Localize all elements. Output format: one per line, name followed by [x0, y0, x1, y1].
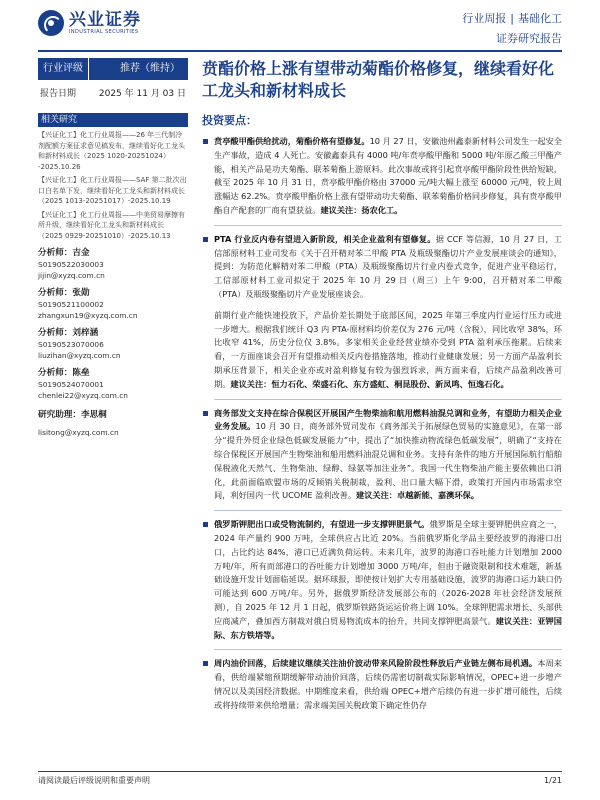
company-logo [38, 10, 141, 36]
divider [214, 399, 562, 400]
sidebar [38, 58, 188, 438]
key-point-lead: 俄罗斯钾肥出口或受物流制约，有望进一步支撑钾肥景气。 [214, 519, 430, 530]
header-right: 行业周报 | 基础化工 证券研究报告 [462, 12, 562, 45]
page-header [0, 0, 600, 52]
related-title: 相关研究 [38, 113, 188, 127]
analyst-name: 分析师： 吉金 [38, 248, 188, 259]
rec-label: 建议关注： [356, 490, 397, 501]
date-value: 2025 年 11 月 03 日 [98, 89, 186, 99]
rec-companies: 卓越新能、嘉澳环保。 [397, 490, 479, 501]
analyst-name: 分析师： 刘梓涵 [38, 328, 188, 339]
related-list [38, 130, 188, 241]
key-point-lead: PTA 行业反内卷有望进入新阶段，相关企业盈利有望修复。 [214, 233, 436, 244]
analyst-email[interactable]: zhangxun19@xyzq.com.cn [38, 311, 138, 320]
key-point-lead: 商务部发文支持在综合保税区开展国产生物柴油和航用燃料油混兑调和业务，有望助力相关企业业务发展。 [214, 407, 562, 432]
divider [214, 225, 562, 226]
divider [214, 510, 562, 511]
key-point [202, 407, 562, 504]
analyst-email[interactable]: chenlei22@xyzq.com.cn [38, 391, 128, 400]
logo-en: INDUSTRIAL SECURITIES [69, 28, 139, 35]
page-title: 贲酯价格上涨有望带动菊酯价格修复，继续看好化工龙头和新材料成长 [202, 59, 555, 100]
related-item[interactable]: 【兴证化工】化工行业周报——26 年三代制冷剂配额方案征求意见稿发布，继续看好化工龙头和新材料成长（2025 1020-20251024） -2025.10.26 [38, 131, 185, 171]
key-point-text: 据 CCF 等信源，10 月 27 日，工信部原材料工业司发布《关于召开精对苯二甲酸 PTA 及瓶级聚酯切片产业发展座谈会的通知》，提到：为防范化解精对苯二甲酸（PTA）及瓶级聚酯切片行业内卷式竞争，促进产业平稳运行，工信部原材料工业司拟定于 2025 年 10 月 29 日（周三）上午 9:00，召开精对苯二甲酸（PTA）及瓶级聚酯切片产业发展座谈会。 [214, 233, 562, 299]
analyst-card [38, 288, 188, 321]
report-class: 证券研究报告 [496, 32, 562, 45]
report-date [38, 86, 188, 99]
assistant-email [38, 427, 188, 438]
key-point-text: 本周来看，供给端紧缩预期缓解带动油价回落，后续仍需密切制裁实际影响情况，OPEC+进一步增产情况以及美国经济数据。中期维度来看，供给端 OPEC+增产后续仍有进一步扩增可能性，后续或将持续带来供给增量；需求端美国关税政策下确定性仍存 [214, 658, 562, 710]
page-footer [38, 771, 562, 789]
analyst-card [38, 368, 188, 401]
key-point [202, 233, 562, 302]
related-item[interactable]: 【兴证化工】化工行业周报——中美贸易摩擦有所升级，继续看好化工龙头和新材料成长（2025 0929-20251010）-2025.10.13 [38, 210, 185, 240]
analyst-id: S0190524070001 [38, 380, 104, 389]
main-content [202, 58, 562, 712]
key-point-text: 10 月 30 日，商务部外贸司发布《商务部关于拓展绿色贸易的实施意见》，在第一部分“提升外贸企业绿色低碳发展能力”中，提出了“加快推动物流绿色低碳发展”，明确了“支持在综合保税区开展国产生物柴油和船用燃料油混兑调和业务。支持有条件的地方开展国际航行船舶保税液化天然气、生物柴油、绿醇、绿氨等加注业务”。我国一代生物柴油产能主要依赖出口消化，此前面临欧盟市场的反倾销关税制裁，盈利、出口量大幅下滑，政策打开国内市场需求空间，利好国内一代 UCOME 盈利改善。 [214, 421, 562, 501]
rating-label: 行业评级 [38, 58, 88, 80]
rating-value: 推荐（维持） [88, 58, 188, 80]
analyst-email[interactable]: liuzihan@xyzq.com.cn [38, 351, 121, 360]
analyst-card [38, 328, 188, 361]
key-point-lead: 贲亭酸甲酯供给扰动，菊酯价格有望修复。 [214, 136, 370, 146]
rec-label: 建议关注： [495, 615, 538, 626]
key-point [202, 657, 562, 712]
header-rule [38, 50, 562, 52]
related-item[interactable]: 【兴证化工】化工行业周报——SAF 第二批次出口白名单下发，继续看好化工龙头和新材料成长（2025 1013-20251017）-2025.10.19 [38, 176, 187, 205]
sector-name: 基础化工 [518, 12, 562, 25]
rec-label: 建议关注： [230, 378, 272, 389]
page-number: 1/21 [544, 776, 562, 785]
rating-bar [38, 58, 188, 80]
key-point-text: 10 月 27 日，安徽池州鑫泰新材料公司发生一起安全生产事故，造成 4 人死亡。安徽鑫泰具有 4000 吨/年贲亭酸甲酯和 5000 吨/年原乙酸三甲酯产能，相关产品是功夫菊酯、联苯菊酯上游原料。此次事故或将引起贲亭酸甲酯阶段性供给短缺，截至 2025 年 10 月 31 日，贲亭酸甲酯价格由 37000 元/吨大幅上涨至 60000 元/吨，较上周涨幅达 62.2%。贲亭酸甲酯价格上涨有望带动功夫菊酯、联苯菊酯价格同步修复，具有贲亭酸甲酯自产配套的厂商有望获益。 [214, 136, 562, 215]
divider [214, 649, 562, 650]
rec-companies: 扬农化工。 [361, 204, 403, 215]
analyst-id: S0190523070006 [38, 340, 104, 349]
key-point-text: 俄罗斯是全球主要钾肥供应商之一，2024 年产量约 900 万吨，全球供应占比近 20%。当前俄罗斯化学品主要经波罗的海港口出口，占比约达 84%，港口已近满负荷运转。未来几年，波罗的海港口吞吐能力计划增加 2000 万吨/年，所有而部港口的吞吐能力计划增加 3000 万吨/年，但由于融资限制和技术难题，新基础设施开发计划面临延误。据环球报，即使按计划扩大专用基础设施，波罗的海港口运力缺口仍可能达到 600 万吨/年。另外，据俄罗斯经济发展部公布的（2026-2028 年社会经济发展预测），自 2025 年 12 月 1 日起，俄罗斯铁路货运运价将上调 10%。全球钾肥需求增长、头部供应商减产，叠加西方制裁对俄白贸易物流成本的抬升，共同支撑钾肥高景气。 [214, 519, 562, 626]
report-type: 行业周报 [462, 12, 507, 25]
key-point-lead: 周内油价回落，后续建议继续关注油价波动带来风险阶段性释放后产业链左侧布局机遇。 [214, 658, 538, 669]
analyst-id: S0190521100002 [38, 300, 104, 309]
key-points-title: 投资要点： [202, 114, 257, 127]
key-point-paragraph [202, 309, 562, 392]
assistant-name: 研究助理：李思桐 [38, 410, 107, 420]
analyst-card [38, 248, 188, 281]
analyst-email[interactable]: jijin@xyzq.com.cn [38, 271, 105, 280]
analyst-id: S0190522030003 [38, 260, 104, 269]
rec-companies: 亚钾国际、东方铁塔等。 [214, 615, 562, 640]
analyst-name: 分析师： 张勋 [38, 288, 188, 299]
date-label: 报告日期 [40, 89, 77, 99]
rec-label: 建议关注： [320, 204, 362, 215]
paragraph-text: 前期行业产能快速投放下，产品价差长期处于底部区间，2025 年第三季度内行业运行压力或进一步增大。根据我们统计 Q3 内 PTA-原材料均价差仅为 276 元/吨（含税），同比收窄 38%，环比收窄 41%，历史分位仅 3.8%。多家相关企业经营业绩亦受到 PTA 盈利承压拖累。后续来看，一方面座谈会召开有望推动相关反内卷措施落地，推动行业健康发展；另一方面产品盈利长期承压背景下，相关企业亦或对盈利修复有较为强烈诉求，两方面来看，后续产品盈利改善可期。 [214, 309, 562, 389]
key-point [202, 135, 562, 218]
rec-companies: 恒力石化、荣盛石化、东方盛虹、桐昆股份、新凤鸣、恒逸石化。 [271, 378, 509, 389]
assistant-email-text[interactable]: lisitong@xyzq.com.cn [38, 428, 119, 437]
footer-disclaimer: 请阅读最后评级说明和重要声明 [38, 776, 150, 785]
analyst-name: 分析师： 陈垒 [38, 368, 188, 379]
key-point [202, 518, 562, 642]
logo-cn: 兴业证券 [69, 9, 141, 30]
logo-mark-icon [38, 10, 64, 36]
